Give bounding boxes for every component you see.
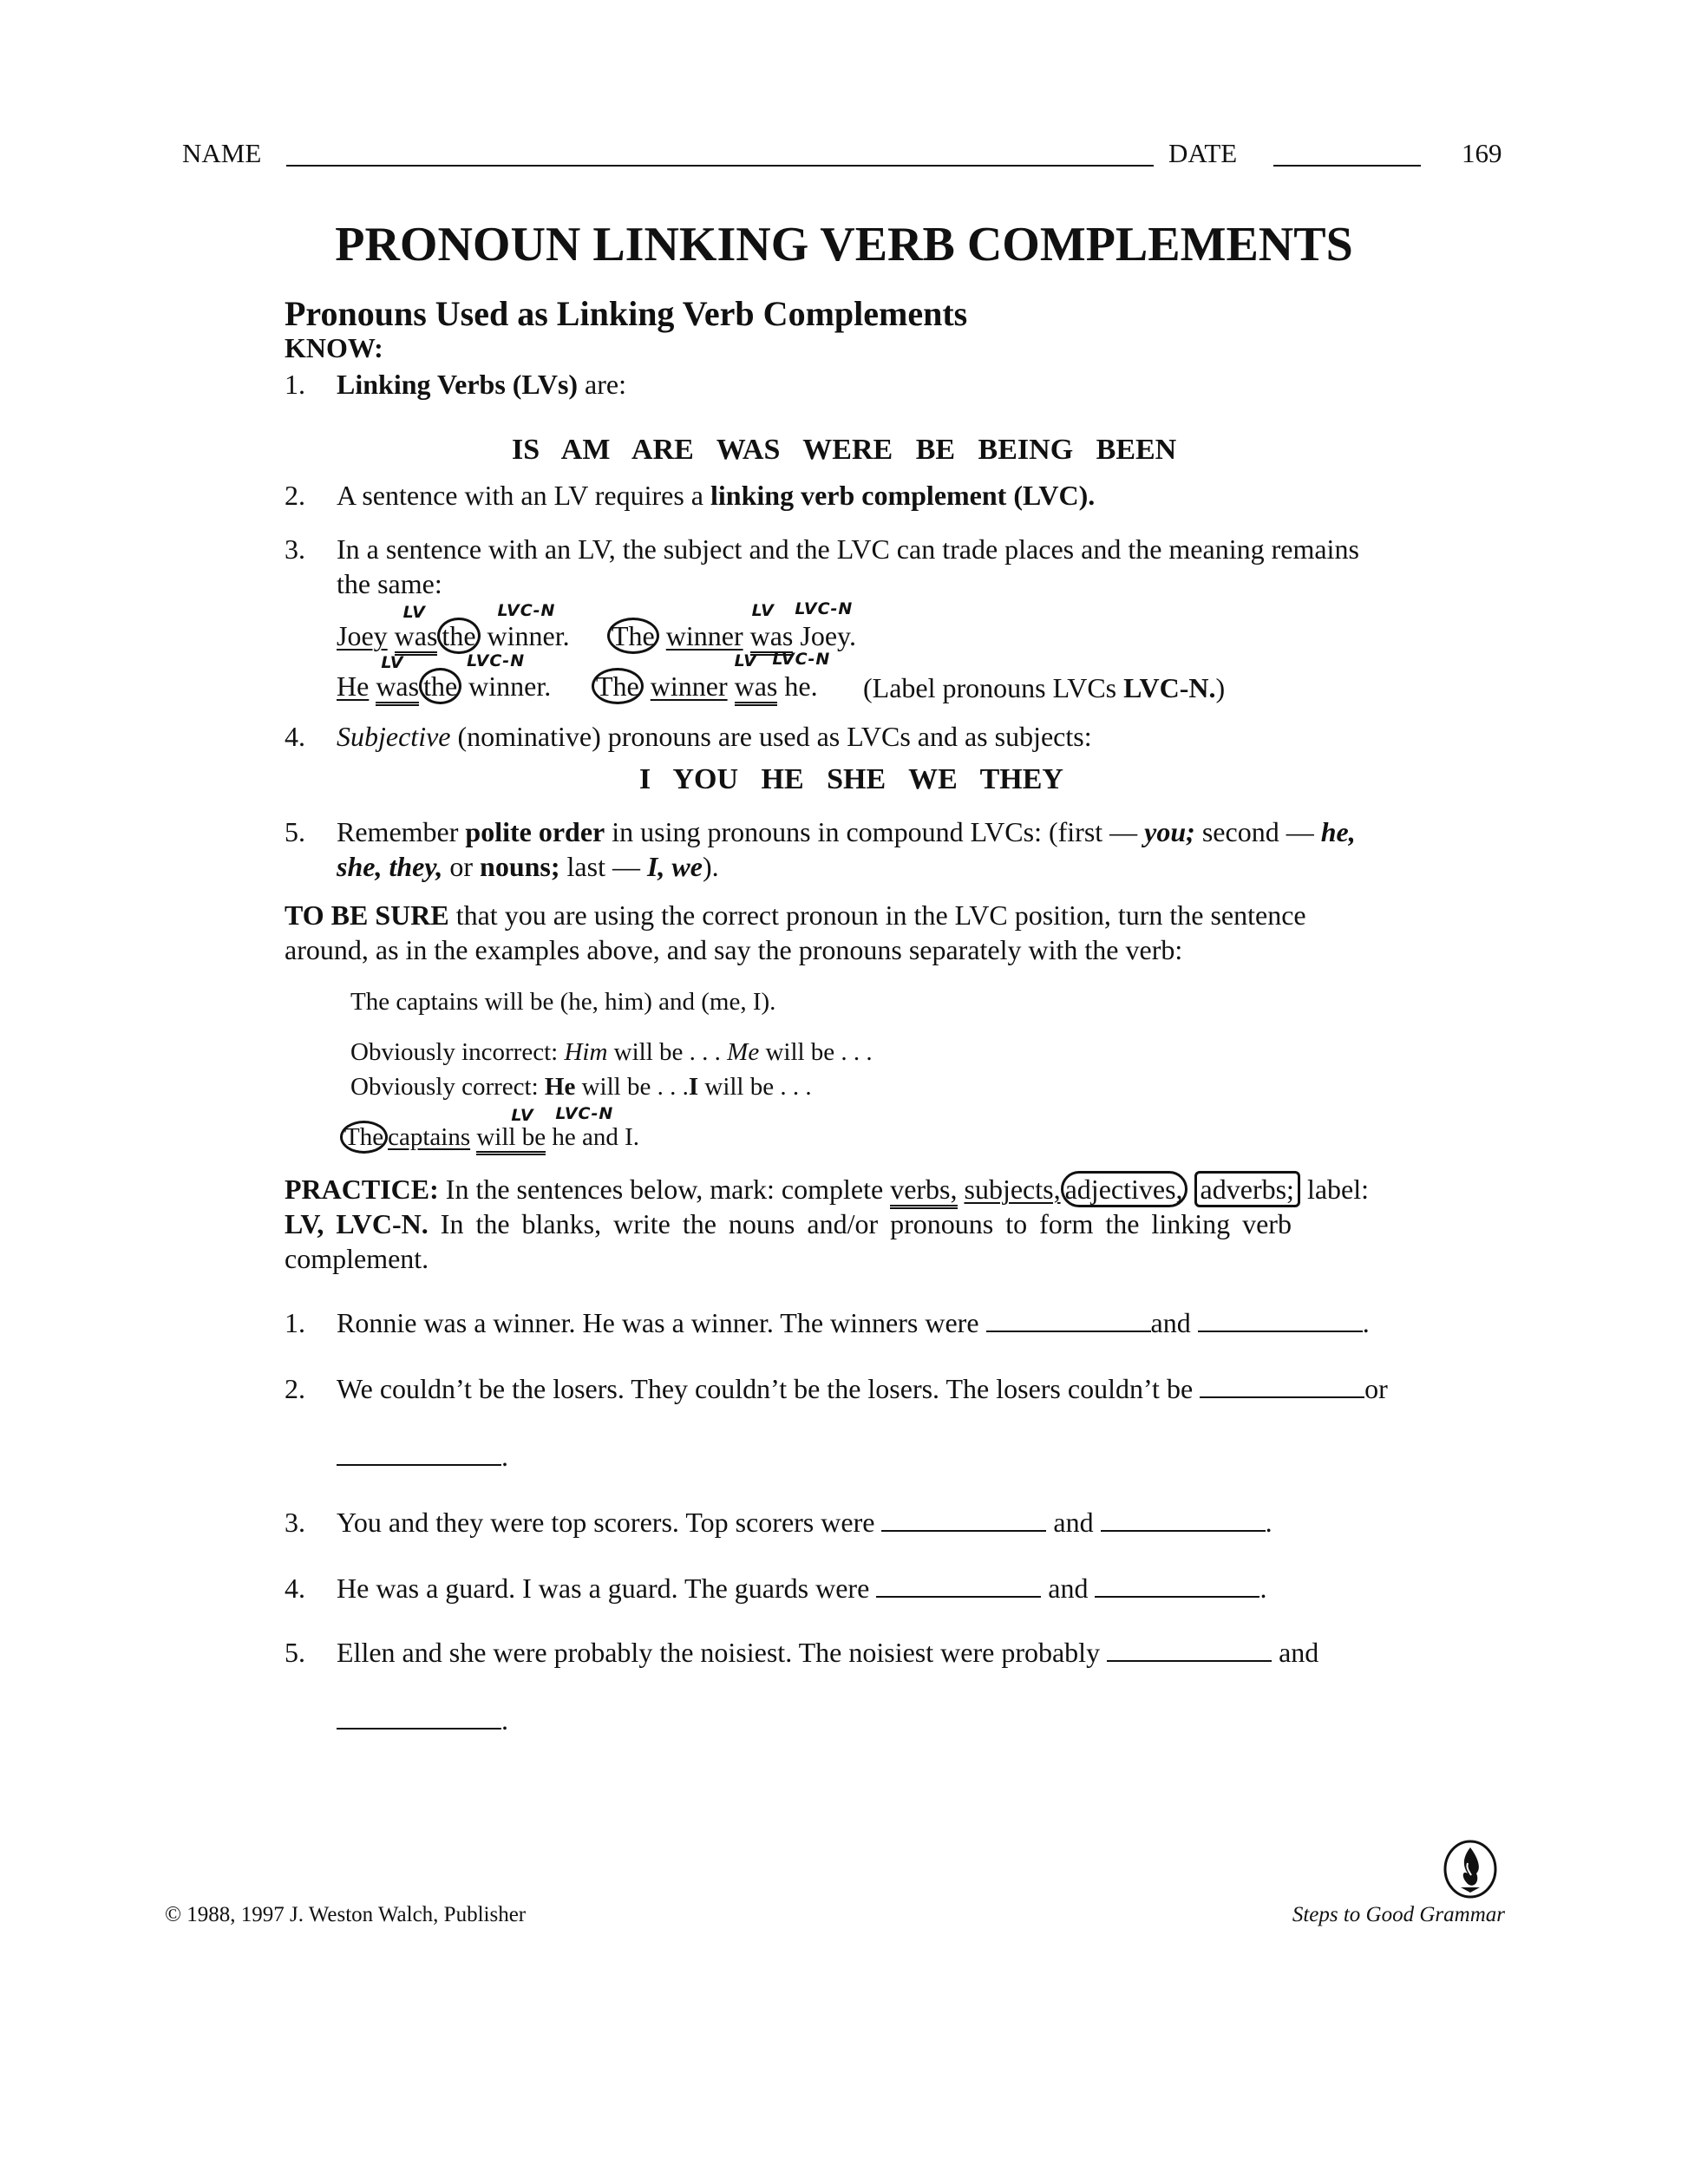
- article-circled: The: [592, 668, 644, 704]
- item-number: 1.: [285, 1307, 305, 1338]
- text: will be . . .: [759, 1038, 873, 1066]
- text: or: [1364, 1373, 1388, 1404]
- text: Obviously incorrect:: [350, 1038, 565, 1066]
- text: second —: [1194, 816, 1321, 847]
- bold-italic-text: he,: [1320, 816, 1356, 847]
- page-title: PRONOUN LINKING VERB COMPLEMENTS: [335, 218, 1353, 271]
- bold-text: He: [544, 1073, 576, 1101]
- text: in using pronouns in compound LVCs: (first —: [605, 816, 1145, 847]
- text: Ronnie was a winner. He was a winner. The winners were: [337, 1307, 979, 1338]
- italic-text: Him: [564, 1038, 608, 1066]
- italic-text: Subjective: [337, 721, 451, 752]
- answer-blank-2[interactable]: [1101, 1529, 1266, 1532]
- text: and: [1279, 1637, 1319, 1668]
- know-item-1: [285, 368, 626, 401]
- text: He was a guard. I was a guard. The guards were: [337, 1573, 870, 1604]
- text: Joey.: [800, 620, 856, 651]
- linking-verbs-list: IS AM ARE WAS WERE BE BEING BEEN: [512, 434, 1177, 466]
- label-lv: LV: [381, 653, 404, 672]
- sample-sentence: The captains will be (he, him) and (me, I).: [350, 988, 776, 1016]
- example-row-2-swapped: [592, 650, 831, 703]
- answer-blank-1[interactable]: [986, 1330, 1151, 1332]
- bold-text: LV, LVC-N.: [285, 1208, 429, 1239]
- text: A sentence with an LV requires a: [337, 480, 710, 511]
- text: (Label pronouns LVCs: [863, 672, 1124, 703]
- know-label: KNOW:: [285, 332, 383, 363]
- answer-blank-2[interactable]: [337, 1463, 501, 1466]
- bold-text: TO BE SURE: [285, 899, 449, 931]
- text: he and I.: [552, 1123, 640, 1151]
- text: Ellen and she were probably the noisiest. The noisiest were probably: [337, 1637, 1101, 1668]
- article-circled: The: [340, 1121, 388, 1154]
- answer-blank-1[interactable]: [881, 1529, 1046, 1532]
- text: or: [442, 851, 481, 882]
- bold-text: LVC-N.: [1123, 672, 1216, 703]
- text: and: [1053, 1507, 1094, 1538]
- italic-text: Me: [727, 1038, 760, 1066]
- practice-item-2-cont: [337, 1440, 508, 1473]
- text: .: [1259, 1573, 1267, 1604]
- to-be-sure-line-2: around, as in the examples above, and say the pronouns separately with the verb:: [285, 934, 1183, 965]
- adverbs-marked: adverbs;: [1194, 1171, 1300, 1207]
- label-lvcn: LVC-N: [497, 601, 556, 620]
- article-circled: the: [437, 618, 480, 654]
- subject: Joey: [337, 620, 388, 651]
- bold-italic-text: I, we: [646, 851, 703, 882]
- item-number: 5.: [285, 1637, 305, 1668]
- adjectives-marked: adjectives,: [1061, 1171, 1187, 1207]
- answer-blank-1[interactable]: [876, 1595, 1041, 1598]
- bold-text: nouns;: [480, 851, 560, 882]
- bold-text: I: [688, 1073, 699, 1101]
- text: You and they were top scorers. Top scorers were: [337, 1507, 875, 1538]
- text: In the blanks, write the nouns and/or pronouns to form the linking verb: [428, 1208, 1292, 1239]
- label-lv: LV: [402, 603, 426, 622]
- subjects-marked: subjects,: [964, 1174, 1061, 1205]
- item-number: 4.: [285, 1573, 305, 1604]
- example-row-2: [337, 651, 552, 703]
- obviously-incorrect: [350, 1036, 873, 1069]
- verb: will be: [476, 1123, 546, 1155]
- answer-blank-1[interactable]: [1107, 1659, 1272, 1662]
- bold-text: linking verb complement (LVC).: [710, 480, 1096, 511]
- verb: was: [395, 620, 438, 656]
- text: ): [1215, 672, 1226, 703]
- subject: captains: [388, 1123, 471, 1151]
- know-item-3-cont: the same:: [337, 568, 442, 599]
- to-be-sure-line-1: [285, 899, 1306, 932]
- practice-line-1: [285, 1173, 1369, 1206]
- item-number: 2.: [285, 1373, 305, 1404]
- bold-text: polite order: [465, 816, 605, 847]
- label-lvcn: LVC-N: [555, 1104, 614, 1123]
- text: will be . . .: [607, 1038, 728, 1066]
- date-label: DATE: [1168, 138, 1238, 168]
- item-number: 2.: [285, 480, 305, 511]
- text: .: [1362, 1307, 1370, 1338]
- practice-item-2: [285, 1372, 1388, 1405]
- page-number: 169: [1462, 138, 1502, 168]
- text: .: [501, 1441, 508, 1472]
- text: and: [1150, 1307, 1191, 1338]
- text: In the sentences below, mark: complete: [438, 1174, 891, 1205]
- text: (nominative) pronouns are used as LVCs and as subjects:: [450, 721, 1092, 752]
- text: Remember: [337, 816, 466, 847]
- verb: was: [750, 620, 794, 656]
- marked-captains-sentence: [340, 1104, 640, 1154]
- verbs-marked: verbs,: [890, 1174, 957, 1209]
- bold-text: PRACTICE:: [285, 1174, 439, 1205]
- flame-logo-icon: [1442, 1839, 1499, 1900]
- practice-item-5-cont: [337, 1703, 508, 1736]
- text: and: [1048, 1573, 1089, 1604]
- text: he.: [784, 670, 818, 702]
- text: We couldn’t be the losers. They couldn’t be the losers. The losers couldn’t be: [337, 1373, 1194, 1404]
- name-label: NAME: [182, 138, 262, 168]
- label-note: [863, 671, 1225, 704]
- article-circled: The: [607, 618, 659, 654]
- example-row-1: [337, 601, 570, 652]
- answer-blank-2[interactable]: [337, 1727, 501, 1730]
- know-item-2: [285, 479, 1096, 512]
- practice-item-3: [285, 1506, 1273, 1539]
- section-subtitle: Pronouns Used as Linking Verb Complements: [285, 294, 968, 333]
- subject: winner: [650, 670, 728, 702]
- subjective-pronouns-list: I YOU HE SHE WE THEY: [639, 763, 1063, 795]
- know-item-3: [285, 533, 1359, 566]
- item-number: 5.: [285, 816, 305, 847]
- series-title: Steps to Good Grammar: [1292, 1903, 1505, 1926]
- practice-line-3: complement.: [285, 1243, 429, 1274]
- text: Obviously correct:: [350, 1073, 545, 1101]
- label-lv: LV: [511, 1106, 534, 1125]
- article-circled: the: [419, 668, 461, 704]
- text: .: [501, 1704, 508, 1736]
- bold-text: Linking Verbs (LVs): [337, 369, 579, 400]
- name-field-line[interactable]: [286, 165, 1154, 167]
- text: label:: [1299, 1174, 1370, 1205]
- subject: He: [337, 670, 370, 702]
- know-item-4: [285, 720, 1092, 753]
- text: .: [1265, 1507, 1273, 1538]
- copyright-notice: © 1988, 1997 J. Weston Walch, Publisher: [165, 1903, 527, 1926]
- label-lv: LV: [734, 651, 757, 670]
- answer-blank-1[interactable]: [1200, 1396, 1364, 1398]
- text: winner.: [487, 620, 570, 651]
- know-item-5-cont: [337, 850, 719, 883]
- text: will be . . .: [698, 1073, 812, 1101]
- item-number: 1.: [285, 369, 305, 400]
- text: will be . . .: [575, 1073, 689, 1101]
- bold-italic-text: you;: [1144, 816, 1195, 847]
- answer-blank-2[interactable]: [1095, 1595, 1259, 1598]
- practice-line-2: [285, 1207, 1292, 1240]
- label-lvcn: LVC-N: [467, 651, 526, 670]
- practice-item-4: [285, 1572, 1267, 1605]
- item-number: 3.: [285, 533, 305, 565]
- label-lvcn: LVC-N: [772, 650, 831, 669]
- practice-item-5: [285, 1636, 1319, 1669]
- label-lvcn: LVC-N: [795, 599, 854, 618]
- text: last —: [559, 851, 647, 882]
- text: winner.: [468, 670, 552, 702]
- text: are:: [578, 369, 626, 400]
- subject: winner: [665, 620, 743, 651]
- practice-item-1: [285, 1306, 1370, 1339]
- text: In a sentence with an LV, the subject and the LVC can trade places and the meaning remains: [337, 533, 1359, 565]
- date-field-line[interactable]: [1273, 165, 1421, 167]
- item-number: 4.: [285, 721, 305, 752]
- answer-blank-2[interactable]: [1198, 1330, 1363, 1332]
- item-number: 3.: [285, 1507, 305, 1538]
- label-lv: LV: [751, 601, 775, 620]
- verb: was: [376, 670, 419, 706]
- know-item-5: [285, 815, 1356, 848]
- text: ).: [702, 851, 719, 882]
- text: that you are using the correct pronoun in the LVC position, turn the sentence: [448, 899, 1306, 931]
- bold-italic-text: she, they,: [337, 851, 443, 882]
- verb: was: [735, 670, 778, 706]
